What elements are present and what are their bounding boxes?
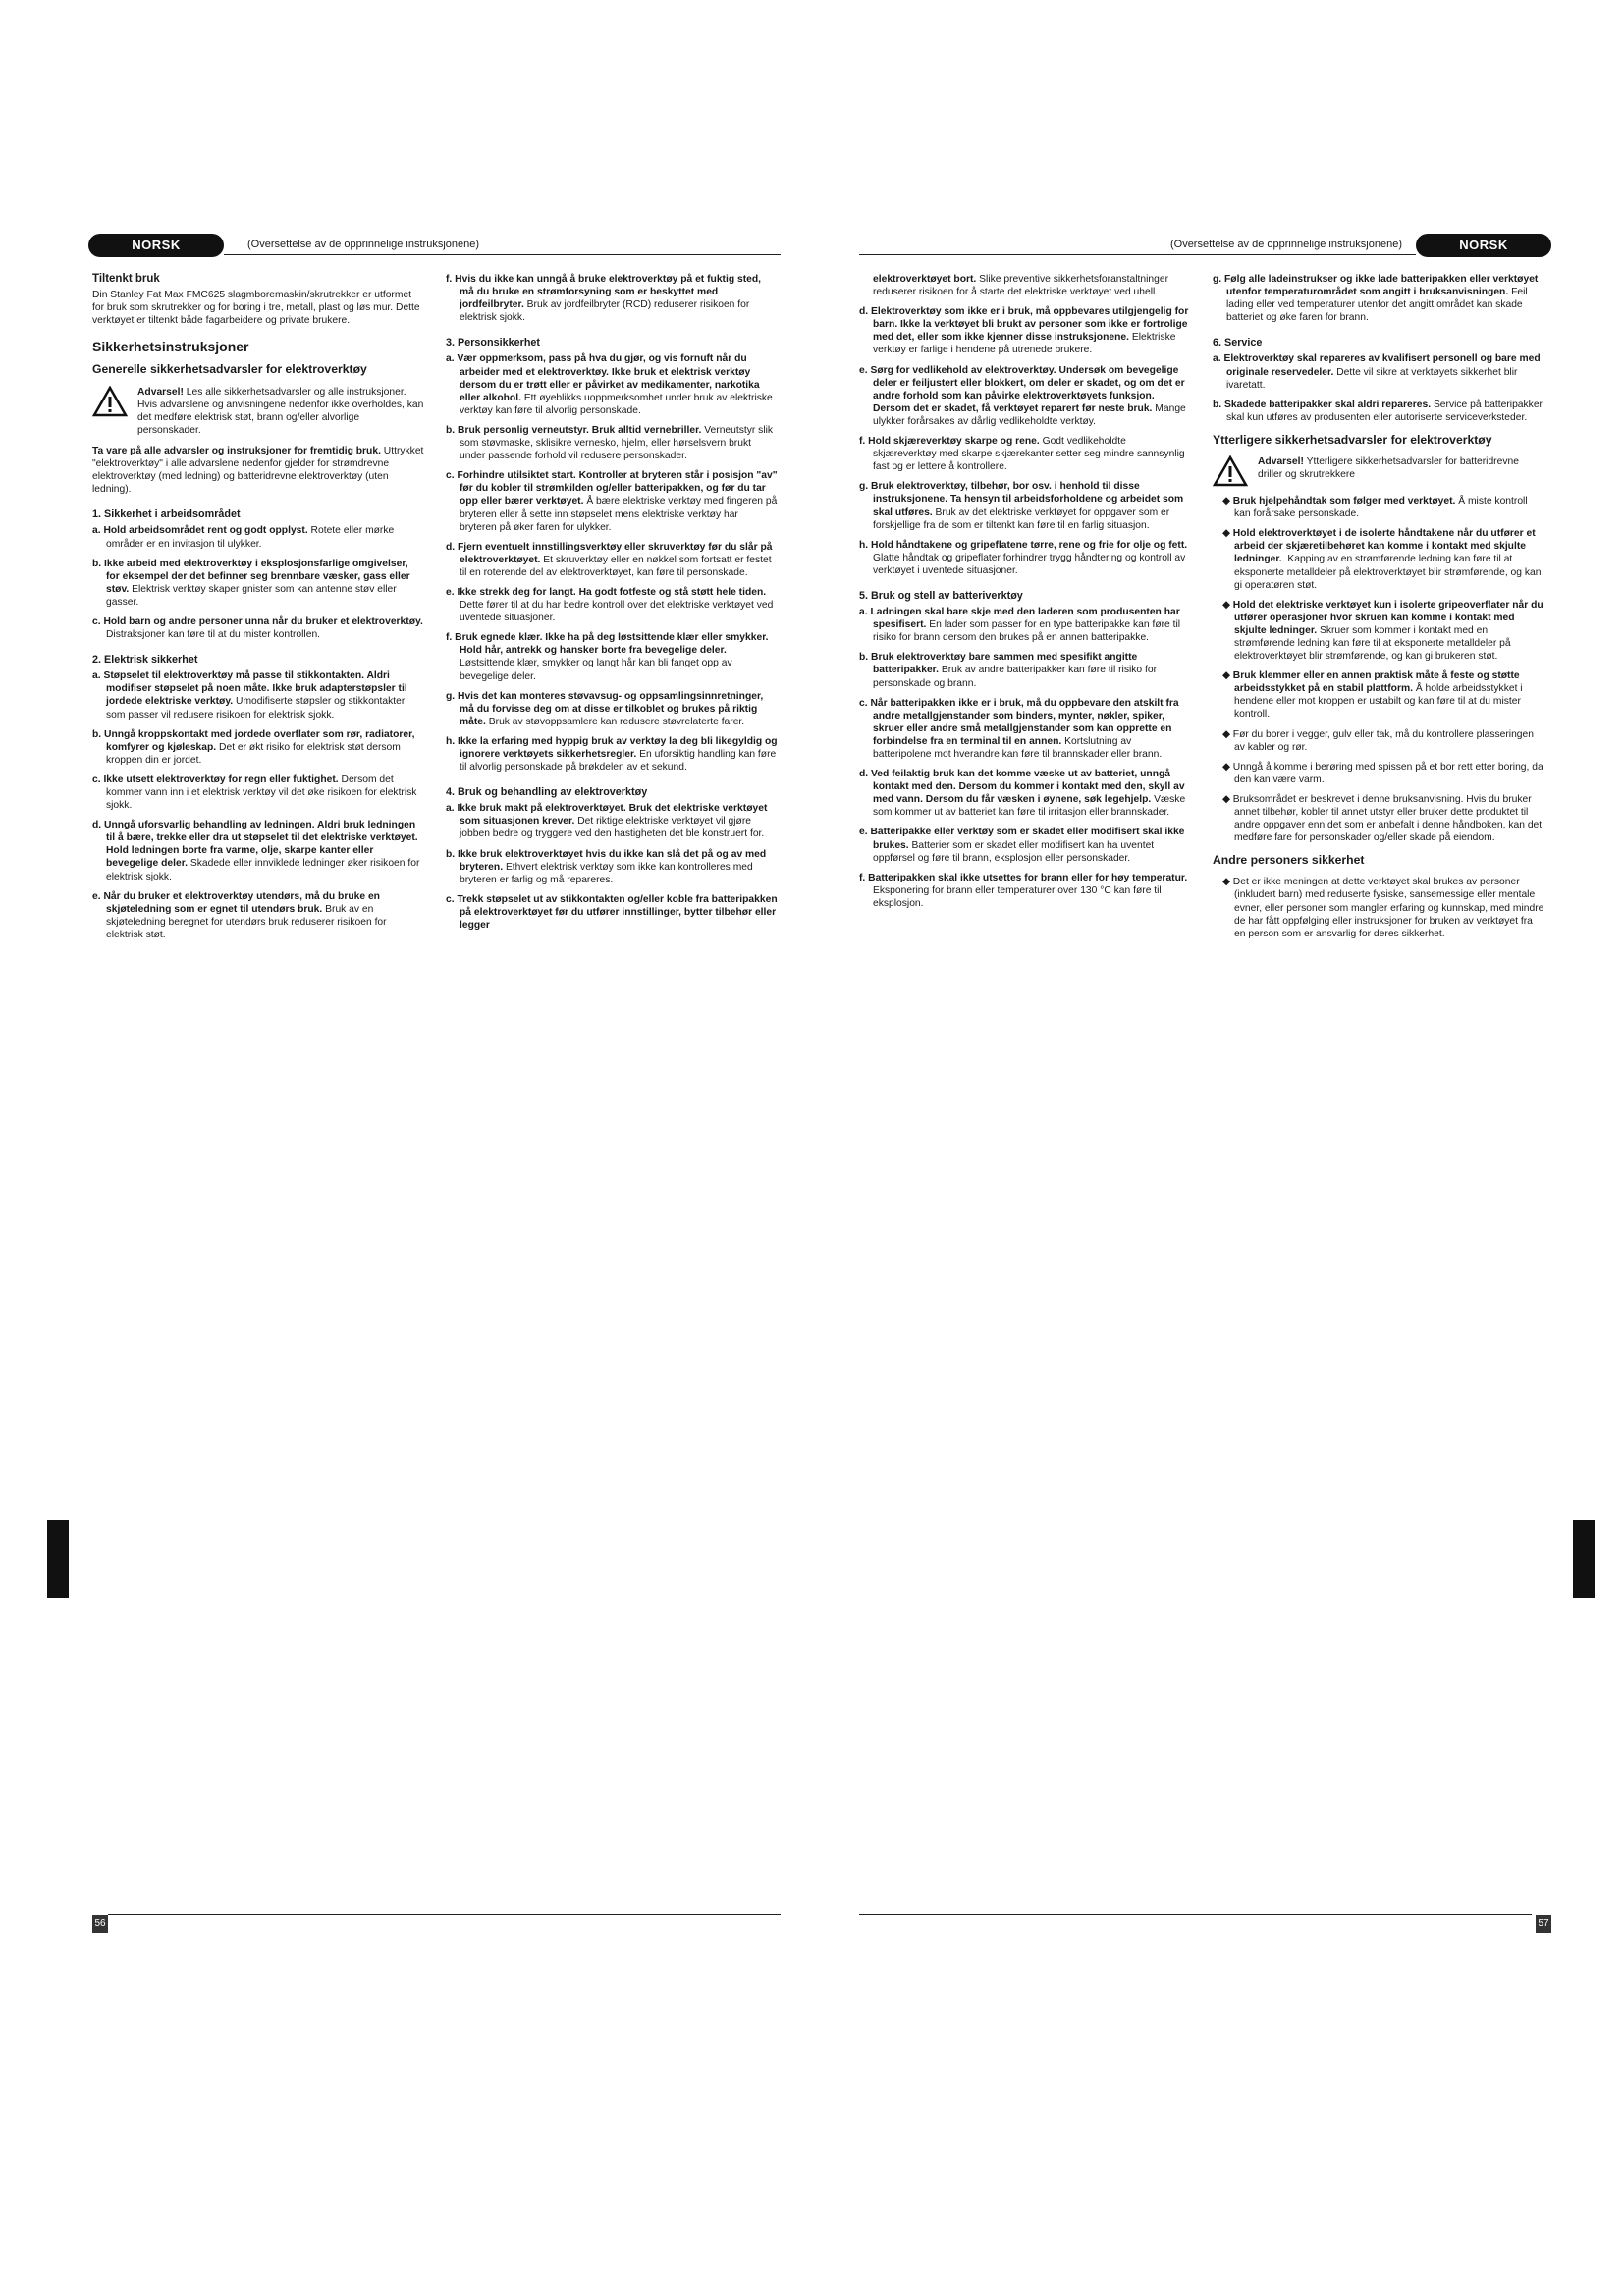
item-4g: g. Bruk elektroverktøy, tilbehør, bor osv. i henhold til disse instruksjonene. Ta hensyn til arbeidsforholdene og arbeidet som skal utføres. Bruk av det elektriske verktøyet for oppgaver som er forskjellige fra de som er tiltenkt kan føre til en farlig situasjon. [859, 481, 1184, 531]
bullet-diamond-icon: ◆ [1222, 793, 1233, 805]
bullet-diamond-icon: ◆ [1222, 599, 1233, 611]
warning-block [92, 386, 424, 437]
item-4f: f. Hold skjæreverktøy skarpe og rene. Godt vedlikeholdte skjæreverktøy med skarpe skjærekanter setter seg mindre sannsynlig fast og er lettere å kontrollere. [859, 436, 1185, 473]
item-2e: e. Når du bruker et elektroverktøy utendørs, må du bruke en skjøteledning som er egnet til utendørs bruk. Bruk av en skjøteledning beregnet for utendørs bruk reduserer risikoen for elektrisk støt. [92, 890, 387, 940]
item-2c: c. Ikke utsett elektroverktøy for regn eller fuktighet. Dersom det kommer vann inn i et elektrisk verktøy vil det øke risikoen for elektrisk sjokk. [92, 774, 417, 812]
item-1b: b. Ikke arbeid med elektroverktøy i eksplosjonsfarlige omgivelser, for eksempel der det befinner seg brennbare væsker, gass eller støv. Elektrisk verktøy skaper gnister som kan antenne støv eller gasser. [92, 558, 410, 608]
warning-triangle-icon [1213, 455, 1248, 487]
language-badge: NORSK [88, 234, 224, 257]
item-4e: e. Sørg for vedlikehold av elektroverktøy. Undersøk om bevegelige deler er feiljustert eller blokkert, om deler er skadet, og om det er andre forhold som kan påvirke elektroverktøyets funksjon. Dersom det er skadet, få verktøyet reparert før neste bruk. Mange ulykker forårsakes av dårlig vedlikeholdte verktøy. [859, 364, 1186, 427]
bullet-diamond-icon: ◆ [1222, 496, 1233, 507]
column-2 [446, 273, 778, 938]
page-header [859, 234, 1551, 261]
translation-note: (Oversettelse av de opprinnelige instruksjonene) [247, 239, 480, 250]
item-3e: e. Ikke strekk deg for langt. Ha godt fotfeste og stå støtt hele tiden. Dette fører til at du har bedre kontroll over det elektriske verktøyet ved uventede situasjoner. [446, 586, 774, 624]
item-3g: g. Hvis det kan monteres støvavsug- og oppsamlingsinnretninger, må du forvisse deg om at disse er tilkoblet og brukes på riktig måte. Bruk av støvoppsamlere kan redusere støvrelaterte farer. [446, 690, 764, 727]
section-1-heading: 1. Sikkerhet i arbeidsområdet [92, 508, 241, 521]
item-3h: h. Ikke la erfaring med hyppig bruk av verktøy la deg bli likegyldig og ignorere verktøyets sikkerhetsregler. En uforsiktig handling kan føre til alvorlig personskade på brøkdelen av et sekund. [446, 735, 778, 774]
keep-instructions: Ta vare på alle advarsler og instruksjoner for fremtidig bruk. Uttrykket "elektroverktøy" i alle advarslene nedenfor gjelder for strømdrevne elektroverktøy (med ledning) og batteridrevne elektroverktøy (uten ledning). [92, 445, 424, 496]
side-thumb-tab [47, 1520, 69, 1598]
column-1 [859, 273, 1191, 917]
item-5e: e. Batteripakke eller verktøy som er skadet eller modifisert skal ikke brukes. Batterier som er skadet eller modifisert kan ha uventet oppførsel og føre til brann, eksplosjon eller personskader. [859, 827, 1185, 864]
page-left [88, 234, 781, 1929]
page-number: 57 [1536, 1915, 1551, 1933]
bullet-1: ◆ Bruk hjelpehåndtak som følger med verktøyet. Å miste kontroll kan forårsake personskade. [1222, 496, 1528, 520]
item-5a: a. Ladningen skal bare skje med den laderen som produsenten har spesifisert. En lader som passer for en type batteripakke kan føre til risiko for brann dersom den brukes på en annen batteripakke. [859, 607, 1181, 644]
bullet-2: ◆ Hold elektroverktøyet i de isolerte håndtakene når du utfører et arbeid der skjæretilbehøret kan komme i kontakt med skjulte ledninger.. Kapping av en strømførende ledning kan føre til at eksponerte metalldeler på elektroverktøyet blir strømførende, og kan gi operatøren støt. [1222, 528, 1542, 591]
translation-note: (Oversettelse av de opprinnelige instruksjonene) [1169, 239, 1402, 250]
item-5c: c. Når batteripakken ikke er i bruk, må du oppbevare den atskilt fra andre metallgjenstander som binders, mynter, nøkler, spiker, skruer eller andre små metallgjenstander som kan opprette en forbindelse fra en terminal til en annen. Kortslutning av batteripolene mot hverandre kan føre til brannskader eller brann. [859, 697, 1179, 760]
column-1 [92, 273, 424, 948]
bullet-3: ◆ Hold det elektriske verktøyet kun i isolerte gripeoverflater når du utfører operasjoner hvor skruen kan komme i kontakt med skjulte ledninger. Skruer som kommer i kontakt med en strømførende ledning kan føre til at eksponerte metalldeler på elektroverktøyet blir strømførende, og kan gi brukeren støt. [1222, 599, 1543, 663]
item-4d: d. Elektroverktøy som ikke er i bruk, må oppbevares utilgjengelig for barn. Ikke la verktøyet bli brukt av personer som ikke er fortrolige med det, eller som ikke kjenner disse instruksjonene. Elektriske verktøy er farlige i hendene på utrenede brukere. [859, 306, 1189, 356]
header-rule [859, 254, 1416, 255]
item-2f: f. Hvis du ikke kan unngå å bruke elektroverktøy på et fuktig sted, må du bruke en strømforsyning som er beskyttet med jordfeilbryter. Bruk av jordfeilbryter (RCD) reduserer risikoen for elektrisk sjokk. [446, 274, 762, 324]
side-thumb-tab [1573, 1520, 1595, 1598]
footer-rule [859, 1914, 1532, 1915]
item-3b: b. Bruk personlig verneutstyr. Bruk alltid vernebriller. Verneutstyr slik som støvmaske, sklisikre vernesko, hjelm, eller hørselsvern brukt under passende forhold vil redusere personskader. [446, 424, 774, 462]
item-2a: a. Støpselet til elektroverktøy må passe til stikkontakten. Aldri modifiser støpselet på noen måte. Ikke bruk adapterstøpsler til jordede elektriske verktøy. Umodifiserte støpsler og stikkontakter som passer vil redusere risikoen for elektrisk sjokk. [92, 670, 407, 721]
item-1c: c. Hold barn og andre personer unna når du bruker et elektroverktøy. Distraksjoner kan føre til at du mister kontrollen. [92, 615, 423, 641]
item-6a: a. Elektroverktøy skal repareres av kvalifisert personell og bare med originale reservedeler. Dette vil sikre at verktøyets sikkerhet blir ivaretatt. [1213, 353, 1541, 391]
bullet-diamond-icon: ◆ [1222, 528, 1233, 540]
bullet-6: ◆ Unngå å komme i berøring med spissen på et bor rett etter boring, da den kan være varm. [1222, 761, 1543, 785]
language-badge: NORSK [1416, 234, 1551, 257]
warning-block [1213, 455, 1544, 487]
bullet-7: ◆ Bruksområdet er beskrevet i denne bruksanvisning. Hvis du bruker annet tilbehør, kobler til annet utstyr eller bruker dette produktet til andre oppgaver enn det som er anbefalt i denne håndboken, kan det medføre fare for personskader og/eller skade på eiendom. [1222, 793, 1543, 844]
intended-use-heading: Tiltenkt bruk [92, 273, 160, 285]
bullet-diamond-icon: ◆ [1222, 761, 1233, 773]
section-4-heading: 4. Bruk og behandling av elektroverktøy [446, 786, 648, 799]
header-rule [224, 254, 781, 255]
bullet-4: ◆ Bruk klemmer eller en annen praktisk måte å feste og støtte arbeidsstykket på en stabil plattform. Å holde arbeidsstykket i hendene eller mot kroppen er ustabilt og kan føre til at du mister kontroll. [1222, 670, 1523, 721]
item-1a: a. Hold arbeidsområdet rent og godt opplyst. Rotete eller mørke områder er en invitasjon til ulykker. [92, 525, 395, 550]
item-4c-cont: elektroverktøyet bort. Slike preventive sikkerhetsforanstaltninger reduserer risikoen for å starte det elektriske verktøyet ved uhell. [873, 274, 1169, 298]
bullet-others-1: ◆ Det er ikke meningen at dette verktøyet skal brukes av personer (inkludert barn) med reduserte fysiske, sansemessige eller mentale evner, eller personer som mangler erfaring og kunnskap, med mindre de har fått oppfølging eller instruksjoner for bruken av verktøyet fra en person som er ansvarlig for deres sikkerhet. [1222, 877, 1544, 939]
bullet-diamond-icon: ◆ [1222, 877, 1233, 888]
item-3f: f. Bruk egnede klær. Ikke ha på deg løstsittende klær eller smykker. Hold hår, antrekk og hansker borte fra bevegelige deler. Løstsittende klær, smykker og langt hår kan bli fanget opp av bevegelige deler. [446, 632, 769, 682]
item-4a: a. Ikke bruk makt på elektroverktøyet. Bruk det elektriske verktøyet som situasjonen krever. Det riktige elektriske verktøyet vil gjøre jobben bedre og tryggere ved den hastigheten det ble konstruert for. [446, 803, 768, 840]
intended-use-text: Din Stanley Fat Max FMC625 slagmboremaskin/skrutrekker er utformet for bruk som skrutrekker og for boring i tre, metall, plast og løs mur. Dette verktøyet er tiltenkt både fagarbeidere og private brukere. [92, 290, 420, 327]
others-safety-heading: Andre personers sikkerhet [1213, 853, 1365, 868]
item-3a: a. Vær oppmerksom, pass på hva du gjør, og vis fornuft når du arbeider med et elektroverktøy. Ikke bruk et elektrisk verktøy dersom du er trøtt eller er påvirket av medikamenter, narkotika eller alkohol. Ett øyeblikks uoppmerksomhet under bruk av elektriske verktøy kan føre til alvorlig personskade. [446, 353, 773, 416]
section-3-heading: 3. Personsikkerhet [446, 337, 541, 349]
section-2-heading: 2. Elektrisk sikkerhet [92, 654, 198, 667]
item-3c: c. Forhindre utilsiktet start. Kontroller at bryteren står i posisjon "av" før du kobler til strømkilden og/eller batteripakken, og før du tar opp eller bærer verktøyet. Å bære elektriske verktøy med fingeren på bryteren eller å sette inn støpselet mens elektriske verktøy har bryteren på øker faren for ulykker. [446, 470, 778, 533]
item-4h: h. Hold håndtakene og gripeflatene tørre, rene og frie for olje og fett. Glatte håndtak og gripeflater forhindrer trygg håndtering og kontroll av verktøyet i uventede situasjoner. [859, 539, 1188, 576]
general-warnings-heading: Generelle sikkerhetsadvarsler for elektroverktøy [92, 362, 367, 377]
item-4b: b. Ikke bruk elektroverktøyet hvis du ikke kan slå det på og av med bryteren. Ethvert elektrisk verktøy som ikke kan kontrolleres med bryteren er farlig og må repareres. [446, 848, 767, 885]
item-4c: c. Trekk støpselet ut av stikkontakten og/eller koble fra batteripakken på elektroverktøyet før du utfører innstillinger, bytter tilbehør eller legger [446, 893, 778, 932]
warning-triangle-icon [92, 386, 128, 417]
item-2d: d. Unngå uforsvarlig behandling av ledningen. Aldri bruk ledningen til å bære, trekke eller dra ut støpselet til det elektriske verktøyet. Hold ledningen borte fra varme, olje, skarpe kanter eller bevegelige deler. Skadede eller innviklede ledninger øker risikoen for elektrisk sjokk. [92, 820, 420, 882]
warning-text: Advarsel! Ytterligere sikkerhetsadvarsler for batteridrevne driller og skrutrekkere [1258, 456, 1519, 481]
page-number: 56 [92, 1915, 108, 1933]
item-6b: b. Skadede batteripakker skal aldri repareres. Service på batteripakker skal kun utføres av produsenten eller autoriserte serviceverksteder. [1213, 399, 1543, 423]
safety-heading: Sikkerhetsinstruksjoner [92, 339, 249, 355]
bullet-diamond-icon: ◆ [1222, 670, 1233, 682]
item-5b: b. Bruk elektroverktøy bare sammen med spesifikt angitte batteripakker. Bruk av andre batteripakker kan føre til risiko for personskade og brann. [859, 652, 1158, 689]
warning-text: Advarsel! Les alle sikkerhetsadvarsler og alle instruksjoner. Hvis advarslene og anvisningene nedenfor ikke overholdes, kan det medføre elektrisk støt, brann og/eller alvorlige personskader. [137, 386, 424, 436]
footer-rule [108, 1914, 781, 1915]
bullet-5: ◆ Før du borer i vegger, gulv eller tak, må du kontrollere plasseringen av kabler og rør. [1222, 728, 1534, 753]
item-5g: g. Følg alle ladeinstrukser og ikke lade batteripakken eller verktøyet utenfor temperaturområdet som angitt i bruksanvisningen. Feil lading eller ved temperaturer utenfor det angitt området kan skade batteriet og øke faren for brann. [1213, 274, 1539, 324]
additional-warnings-heading: Ytterligere sikkerhetsadvarsler for elektroverktøy [1213, 432, 1492, 447]
item-3d: d. Fjern eventuelt innstillingsverktøy eller skruverktøy før du slår på elektroverktøyet. Et skruverktøy eller en nøkkel som fortsatt er festet til en roterende del av elektroverktøyet, kan føre til personskade. [446, 541, 773, 578]
item-5f: f. Batteripakken skal ikke utsettes for brann eller for høy temperatur. Eksponering for brann eller temperaturer over 130 °C kan føre til eksplosjon. [859, 872, 1188, 909]
bullet-diamond-icon: ◆ [1222, 728, 1233, 740]
item-5d: d. Ved feilaktig bruk kan det komme væske ut av batteriet, unngå kontakt med den. Dersom du kommer i kontakt med den, skyll av med vann. Dersom du får væsken i øynene, søk legehjelp. Væske som kommer ut av batteriet kan føre til irritasjon eller brannskader. [859, 769, 1186, 819]
section-6-heading: 6. Service [1213, 337, 1263, 349]
page-header [88, 234, 781, 261]
page-right [859, 234, 1551, 1929]
column-2 [1213, 273, 1544, 947]
item-2b: b. Unngå kroppskontakt med jordede overflater som rør, radiatorer, komfyrer og kjøleskap. Det er økt risiko for elektrisk støt dersom kroppen din er jordet. [92, 728, 415, 766]
section-5-heading: 5. Bruk og stell av batteriverktøy [859, 589, 1023, 602]
